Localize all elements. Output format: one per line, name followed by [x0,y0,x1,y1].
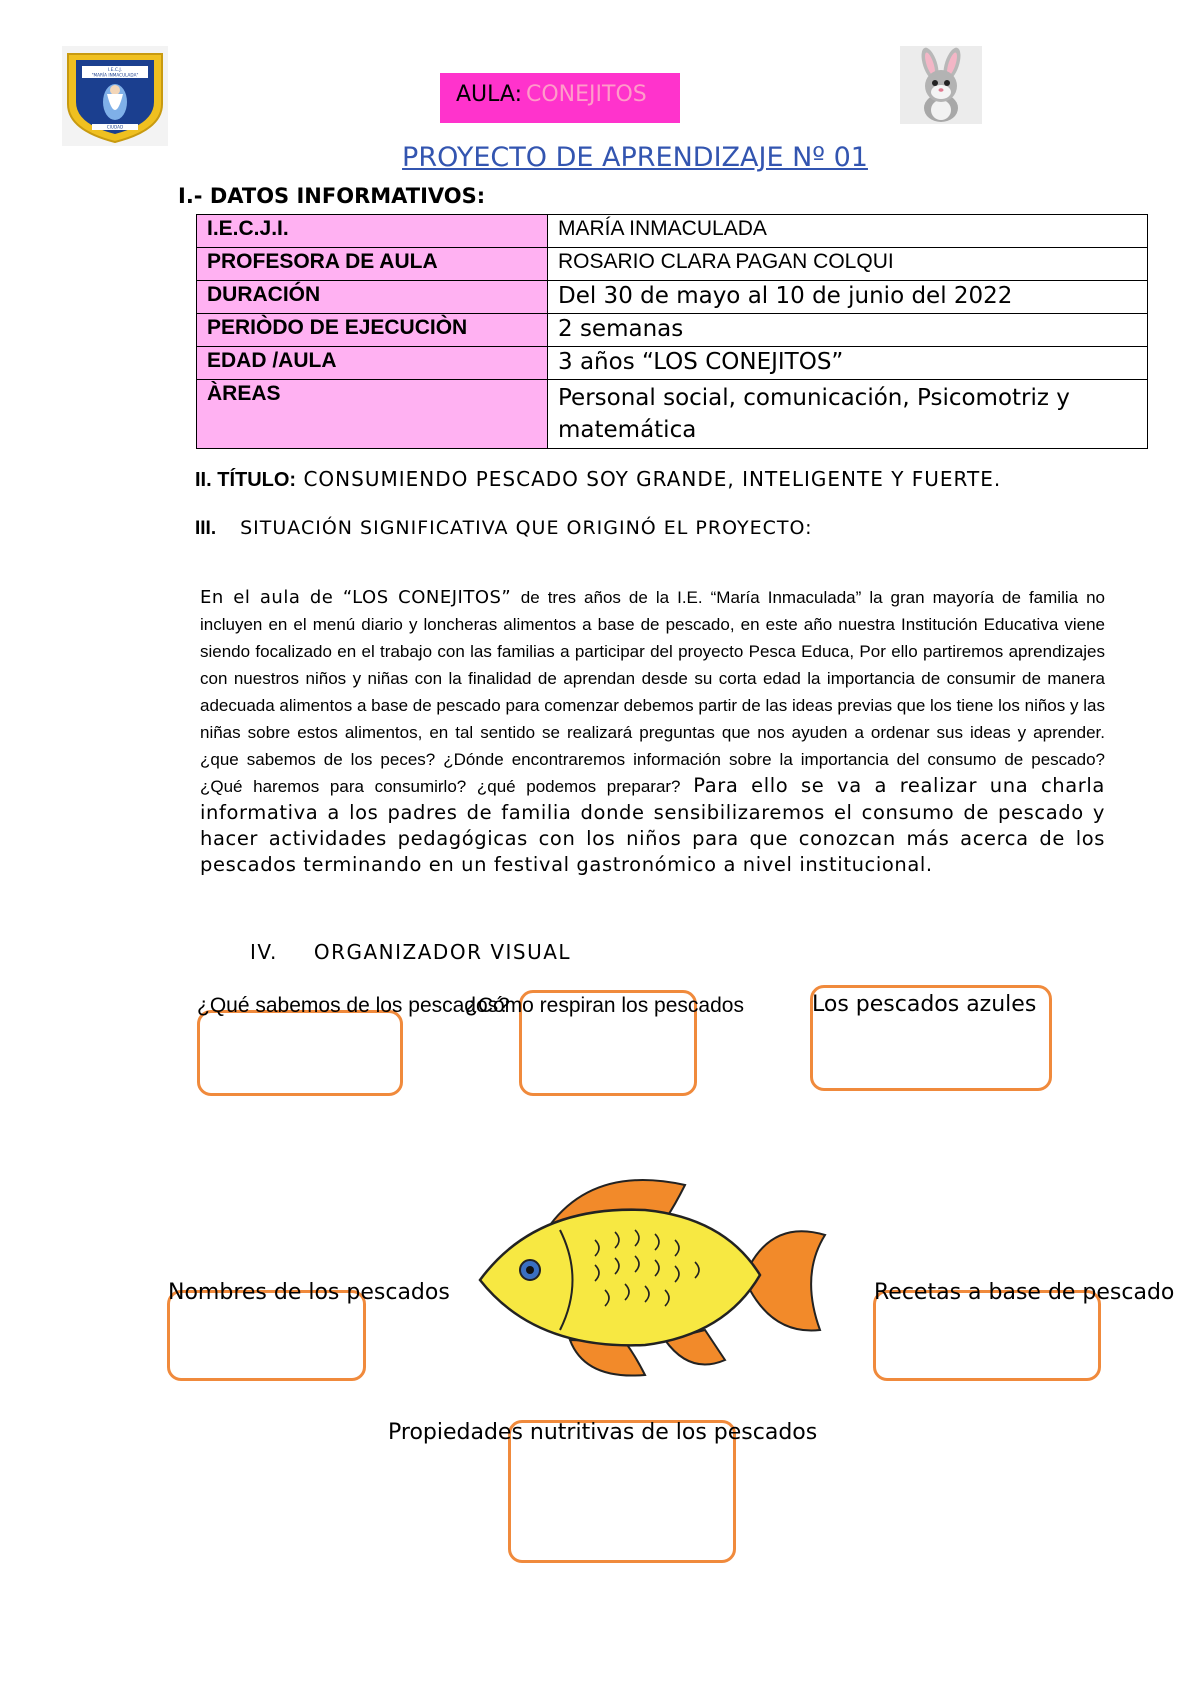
row-value: MARÍA INMACULADA [548,215,1148,248]
aula-value: CONEJITOS [526,82,647,107]
organizer-label-recipes: Recetas a base de pescado [874,1280,1175,1305]
paragraph-body: de tres años de la I.E. “María Inmaculada” la gran mayoría de familia no incluyen en el menú diario y loncheras alimentos a base de pescado, en este año nuestra Institución Educativa viene siendo focalizado en el trabajo con las familias a participar del proyecto Pesca Educa, Por ello partiremos aprendizajes con nuestros niños y niñas con la finalidad de aprendan desde su corta edad la importancia de consumir de manera adecuada alimentos a base de pescado para comenzar debemos partir de las ideas previas que los tiene los niños y las niñas sobre estos alimentos, en tal sentido se realizará preguntas que nos ayuden a ordenar sus ideas y aprender. ¿que sabemos de los peces? ¿Dónde encontraremos información sobre la importancia del consumo de pescado? ¿Qué haremos para consumirlo? ¿qué podemos preparar? [200,588,1105,796]
row-label: PROFESORA DE AULA [197,248,548,281]
table-row [197,215,1148,248]
school-crest-logo [62,46,168,146]
crest-line-2: "MARÍA INMACULADA" [91,72,139,78]
table-row [197,380,1148,449]
project-title: PROYECTO DE APRENDIZAJE Nº 01 [402,142,868,173]
row-value: 2 semanas [548,314,1148,347]
paragraph-lead: En el aula de “LOS CONEJITOS” [200,587,521,608]
aula-banner [440,73,680,123]
section-4-title: ORGANIZADOR VISUAL [313,940,572,964]
organizer-label-nutrition: Propiedades nutritivas de los pescados [388,1420,818,1445]
section-4-heading [250,940,571,964]
table-row [197,314,1148,347]
organizer-label-breathing: ¿Cómo respiran los pescados [465,994,744,1017]
row-label: DURACIÓN [197,281,548,314]
aula-label: AULA: [456,82,522,107]
row-label: ÀREAS [197,380,548,449]
organizer-label-what-we-know: ¿Qué sabemos de los pescados? [197,994,510,1017]
section-3-number: III. [195,518,217,539]
section-3-heading [195,517,813,540]
row-value: ROSARIO CLARA PAGAN COLQUI [548,248,1148,281]
section-2-title [195,467,1001,492]
info-table [196,214,1148,449]
fish-illustration [475,1170,830,1385]
bunny-image [900,46,982,124]
section-1-heading: I.- DATOS INFORMATIVOS: [178,184,486,208]
situation-paragraph [200,584,1105,878]
row-label: I.E.C.J.I. [197,215,548,248]
table-row [197,347,1148,380]
row-label: EDAD /AULA [197,347,548,380]
title-value: CONSUMIENDO PESCADO SOY GRANDE, INTELIGENTE Y FUERTE. [296,467,1002,491]
section-3-title: SITUACIÓN SIGNIFICATIVA QUE ORIGINÓ EL PROYECTO: [240,517,813,539]
row-value: Del 30 de mayo al 10 de junio del 2022 [548,281,1148,314]
section-4-number: IV. [250,940,278,964]
table-row [197,281,1148,314]
crest-line-1: I.E.C.J. [107,68,123,73]
organizer-label-fish-names: Nombres de los pescados [168,1280,450,1305]
crest-line-3: CIUDAD [106,124,124,130]
row-label: PERIÒDO DE EJECUCIÒN [197,314,548,347]
organizer-label-blue-fish: Los pescados azules [812,992,1037,1017]
paragraph-tail: Para ello se va a realizar una charla informativa a los padres de familia donde sensibilizaremos el consumo de pescado y hacer actividades pedagógicas con los niños para que conozcan más acerca de los pescados terminando en un festival gastronómico a nivel institucional. [200,774,1105,876]
organizer-box-what-we-know [197,1010,403,1096]
table-row [197,248,1148,281]
row-value: 3 años “LOS CONEJITOS” [548,347,1148,380]
title-label: II. TÍTULO: [195,469,297,491]
row-value: Personal social, comunicación, Psicomotriz y matemática [548,380,1148,449]
